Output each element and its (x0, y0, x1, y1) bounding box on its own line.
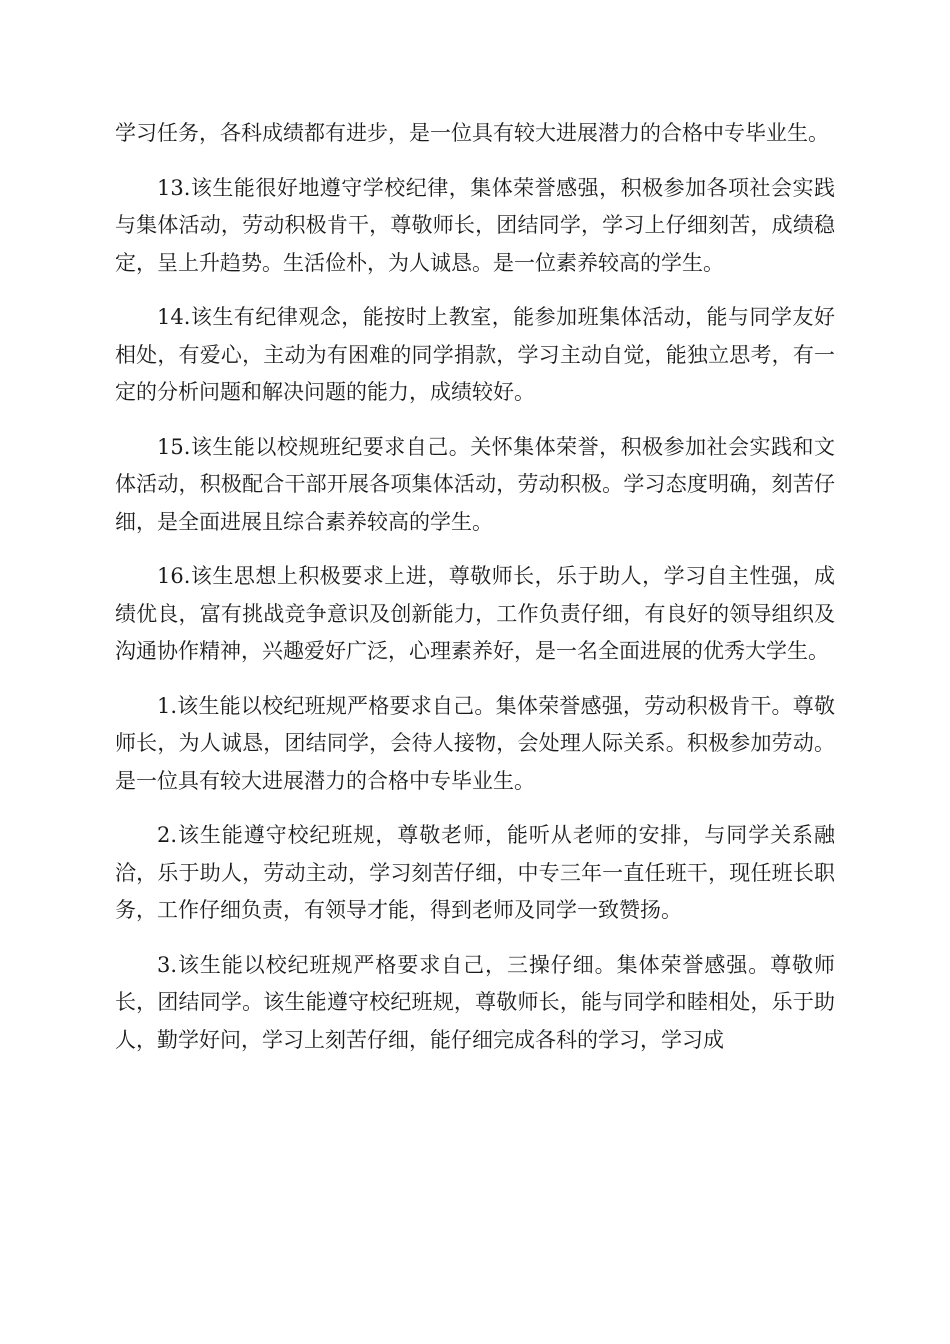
paragraph-16: 16.该生思想上积极要求上进，尊敬师长，乐于助人，学习自主性强，成绩优良，富有挑战竞争意识及创新能力，工作负责仔细，有良好的领导组织及沟通协作精神，兴趣爱好广泛，心理素养好，是一名全面进展的优秀大学生。 (115, 564, 835, 663)
paragraph-14: 14.该生有纪律观念，能按时上教室，能参加班集体活动，能与同学友好相处，有爱心，主动为有困难的同学捐款，学习主动自觉，能独立思考，有一定的分析问题和解决问题的能力，成绩较好。 (115, 305, 835, 404)
paragraph-continuation: 学习任务，各科成绩都有进步，是一位具有较大进展潜力的合格中专毕业生。 (115, 121, 829, 145)
paragraph-1: 1.该生能以校纪班规严格要求自己。集体荣誉感强，劳动积极肯干。尊敬师长，为人诚恳，团结同学，会待人接物，会处理人际关系。积极参加劳动。是一位具有较大进展潜力的合格中专毕业生。 (115, 693, 835, 793)
paragraph-13: 13.该生能很好地遵守学校纪律，集体荣誉感强，积极参加各项社会实践与集体活动，劳动积极肯干，尊敬师长，团结同学，学习上仔细刻苦，成绩稳定，呈上升趋势。生活俭朴，为人诚恳。是一位素养较高的学生。 (115, 175, 835, 275)
paragraph-15: 15.该生能以校规班纪要求自己。关怀集体荣誉，积极参加社会实践和文体活动，积极配合干部开展各项集体活动，劳动积极。学习态度明确，刻苦仔细，是全面进展且综合素养较高的学生。 (115, 434, 835, 534)
paragraph-3: 3.该生能以校纪班规严格要求自己，三操仔细。集体荣誉感强。尊敬师长，团结同学。该生能遵守校纪班规，尊敬师长，能与同学和睦相处，乐于助人，勤学好问，学习上刻苦仔细，能仔细完成各科的学习，学习成 (115, 952, 835, 1052)
paragraph-2: 2.该生能遵守校纪班规，尊敬老师，能听从老师的安排，与同学关系融洽，乐于助人，劳动主动，学习刻苦仔细，中专三年一直任班干，现任班长职务，工作仔细负责，有领导才能，得到老师及同学一致赞扬。 (115, 823, 835, 922)
document-page (115, 115, 835, 1076)
